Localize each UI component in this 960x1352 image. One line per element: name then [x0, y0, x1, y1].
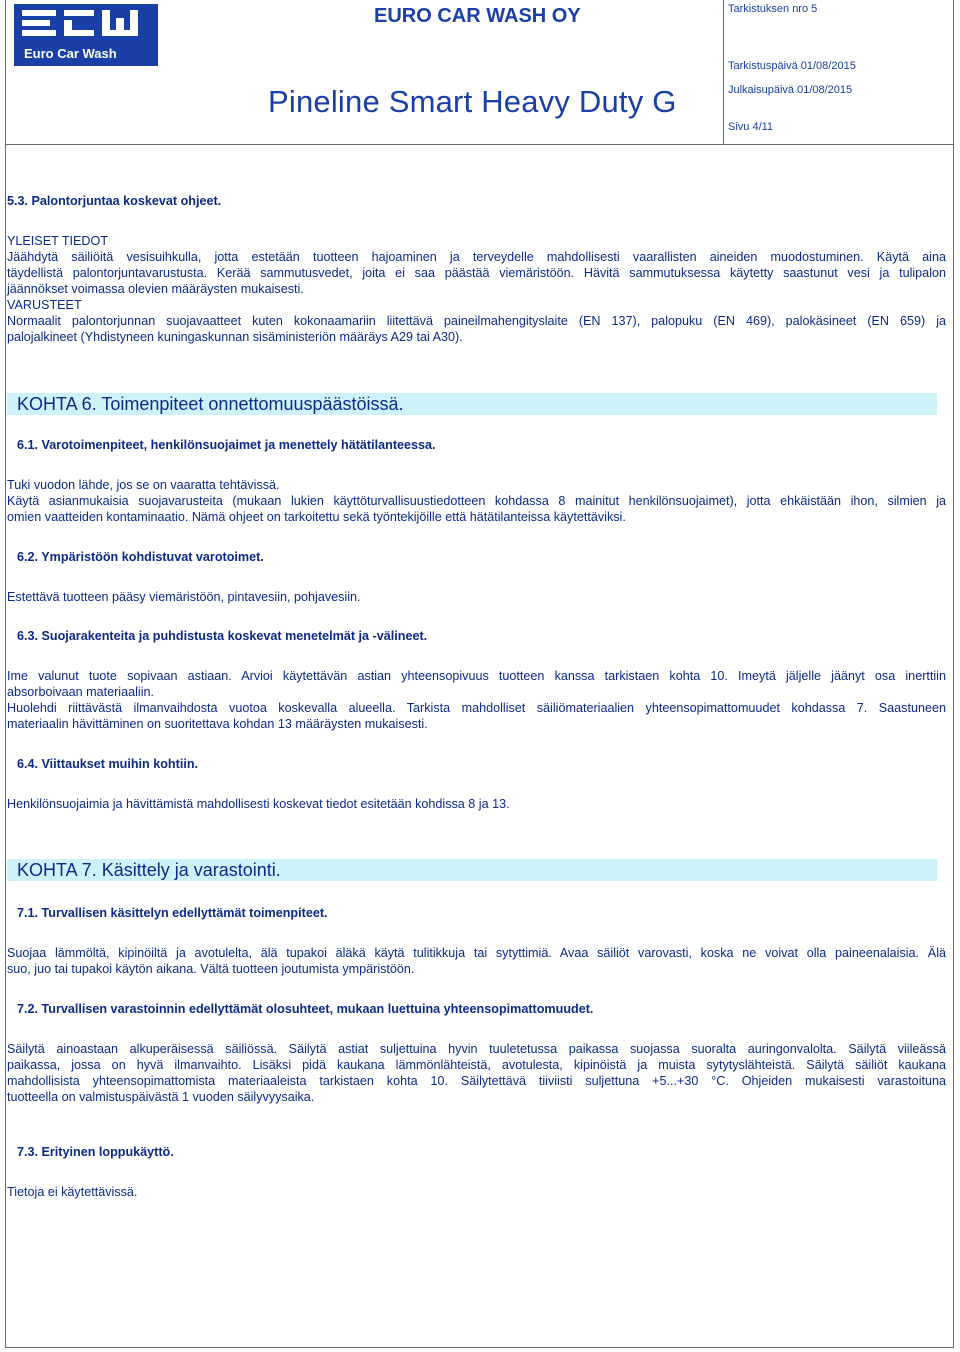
subsection-heading: 6.3. Suojarakenteita ja puhdistusta koskevat menetelmät ja -välineet. — [17, 629, 428, 643]
subsection-heading: 6.4. Viittaukset muihin kohtiin. — [17, 757, 199, 771]
document-header — [0, 0, 960, 145]
paragraph-line: Henkilönsuojaimia ja hävittämistä mahdollisesti koskevat tiedot esitetään kohdissa 8 ja 13. — [7, 797, 510, 811]
paragraph-line: materiaalin hävittäminen on suoritettava kohdan 13 määräysten mukaisesti. — [7, 717, 428, 731]
paragraph-line: absorboivaan materiaaliin. — [7, 685, 155, 699]
paragraph-line: Ime valunut tuote sopivaan astiaan. Arvioi käytettävän astian yhteensopivuus tuotteen kanssa tarkistaen kohta 10. Imeytä jäljelle jäänyt osa inerttiin — [7, 669, 946, 683]
section-title-bar — [7, 859, 937, 881]
review-date: Tarkistuspäivä 01/08/2015 — [728, 60, 856, 72]
page-number: Sivu 4/11 — [728, 121, 774, 133]
paragraph-line: Jäähdytä säiliöitä vesisuihkulla, jotta estetään tuotteen hajoaminen ja terveydelle mahdollisesti vaarallisten aineiden muodostuminen. Käytä aina — [7, 250, 946, 264]
revision-number: Tarkistuksen nro 5 — [728, 3, 818, 15]
paragraph-line: paikassa, jossa on hyvä ilmanvaihto. Lisäksi pidä kaukana lämmönlähteistä, avotulesta, kipinöistä ja muista sytytyslähteistä. Säilytä säiliöt kaukana — [7, 1058, 946, 1072]
paragraph-line: Normaalit palontorjunnan suojavaatteet kuten kokonaamariin liitettävä paineilmahengityslaite (EN 137), palopuku (EN 469), palokäsineet (EN 659) ja — [7, 314, 946, 328]
header-divider — [723, 0, 724, 145]
paragraph-line: Huolehdi riittävästä ilmanvaihdosta vuotoa koskevalla alueella. Tarkista mahdolliset säiliömateriaalien yhteensopimattomuudet kohdassa 7. Saastuneen — [7, 701, 946, 715]
paragraph-line: tuotteella on valmistuspäivästä 1 vuoden säilyvyysaika. — [7, 1090, 315, 1104]
paragraph-line: Tuki vuodon lähde, jos se on vaaratta tehtävissä. — [7, 478, 280, 492]
section-heading: 5.3. Palontorjuntaa koskevat ohjeet. — [7, 194, 222, 208]
paragraph-line: omien vaatteiden kontaminaatio. Nämä ohjeet on tarkoitettu sekä työntekijöille että hätätilanteissa käytettäviksi. — [7, 510, 626, 524]
euro-car-wash-logo — [14, 4, 158, 66]
section-title: KOHTA 6. Toimenpiteet onnettomuuspäästöissä. — [17, 394, 404, 414]
label: VARUSTEET — [7, 298, 82, 312]
paragraph-line: mahdollisista yhteensopimattomista materiaaleista tarkistaen kohta 10. Säilytettävä tiiviisti suljettuna +5...+30 °C. Ohjeiden mukaisesti varastoituna — [7, 1074, 946, 1088]
paragraph-line: Säilytä ainoastaan alkuperäisessä säiliössä. Säilytä astiat suljettuina hyvin tuuletetussa paikassa suojassa suoralta auringonvalolta. Säilytä viileässä — [7, 1042, 946, 1056]
paragraph-line: Tietoja ei käytettävissä. — [7, 1185, 138, 1199]
subsection-heading: 7.1. Turvallisen käsittelyn edellyttämät toimenpiteet. — [17, 906, 328, 920]
label: YLEISET TIEDOT — [7, 234, 109, 248]
company-name: EURO CAR WASH OY — [374, 5, 581, 27]
subsection-heading: 6.2. Ympäristöön kohdistuvat varotoimet. — [17, 550, 264, 564]
subsection-heading: 7.3. Erityinen loppukäyttö. — [17, 1145, 174, 1159]
subsection-heading: 7.2. Turvallisen varastoinnin edellyttämät olosuhteet, mukaan luettuina yhteensopimattomuudet. — [17, 1002, 594, 1016]
paragraph-line: Estettävä tuotteen pääsy viemäristöön, pintavesiin, pohjavesiin. — [7, 590, 361, 604]
section-title: KOHTA 7. Käsittely ja varastointi. — [17, 860, 281, 880]
paragraph-line: palojalkineet (Yhdistyneen kuningaskunnan sisäministeriön määräys A29 tai A30). — [7, 330, 463, 344]
subsection-heading: 6.1. Varotoimenpiteet, henkilönsuojaimet ja menettely hätätilanteessa. — [17, 438, 436, 452]
paragraph-line: jäännökset voimassa olevien määräysten mukaisesti. — [7, 282, 304, 296]
section-title-bar — [7, 393, 937, 415]
header-divider — [5, 144, 954, 145]
paragraph-line: Käytä asianmukaisia suojavarusteita (mukaan lukien käyttöturvallisuustiedotteen kohdassa 8 mainitut henkilönsuojaimet), jotta ehkäistään ihon, silmien ja — [7, 494, 946, 508]
paragraph-line: täydellistä palontorjuntavarustusta. Kerää sammutusvedet, joita ei saa päästää viemäristöön. Hävitä sammutuksessa käytetty saastunut vesi ja tulipalon — [7, 266, 946, 280]
paragraph-line: suo, juo tai tupakoi käytön aikana. Vältä tuotteen joutumista ympäristöön. — [7, 962, 415, 976]
publish-date: Julkaisupäivä 01/08/2015 — [728, 84, 853, 96]
logo-text: Euro Car Wash — [24, 46, 117, 61]
product-name: Pineline Smart Heavy Duty G — [268, 84, 677, 119]
paragraph-line: Suojaa lämmöltä, kipinöiltä ja avotulelta, älä tupakoi äläkä käytä tulitikkuja tai sytyttimiä. Avaa säiliöt varovasti, koska ne voivat olla paineenalaisia. Älä — [7, 946, 946, 960]
